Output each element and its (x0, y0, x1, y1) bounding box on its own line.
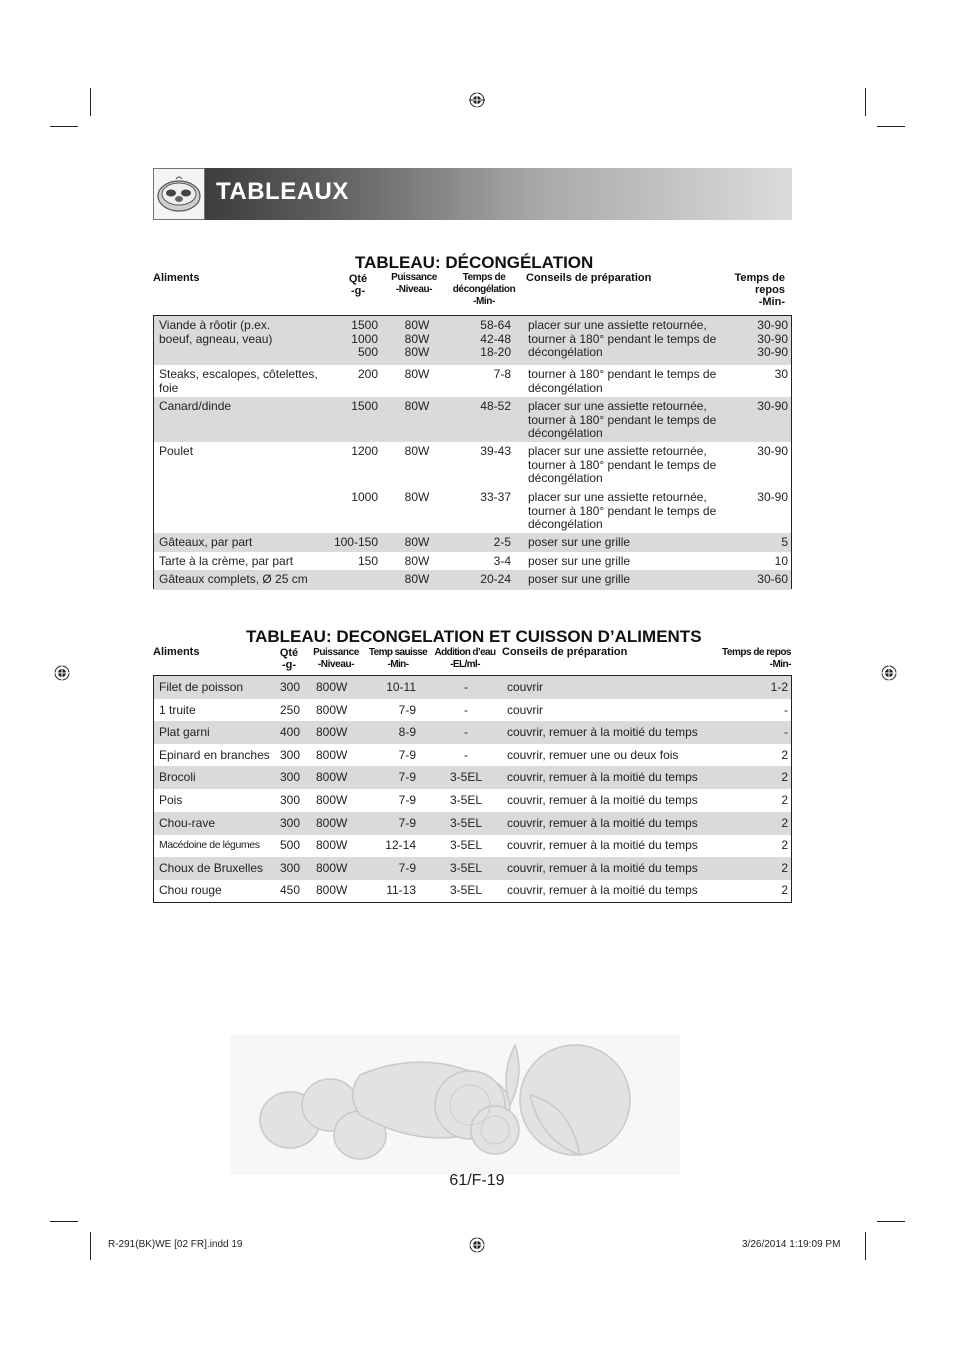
table2 (153, 675, 792, 903)
cell-puissance: 80W (404, 367, 430, 381)
cell-qte: 200 (357, 367, 378, 381)
table-row (154, 744, 791, 767)
vegetables-illustration (230, 1025, 680, 1175)
crop-mark (877, 126, 905, 127)
footer-file: R-291(BK)WE [02 FR].indd 19 (108, 1239, 243, 1250)
cell-aliment: Chou rouge (159, 883, 222, 897)
cell-puissance: 800W (316, 816, 348, 830)
cell-conseils: couvrir (507, 703, 544, 717)
table-row (154, 721, 791, 744)
cell-repos: 2 (781, 770, 788, 784)
cell-repos: 2 (781, 883, 788, 897)
cell-puissance: 800W (316, 725, 348, 739)
table-row (154, 789, 791, 812)
cell-repos: 1-2 (770, 680, 788, 694)
cell-puissance: 800W (316, 703, 348, 717)
cell-qte: 1500 (351, 399, 378, 413)
crop-mark (50, 126, 78, 127)
cell-conseils: couvrir, remuer à la moitié du temps (507, 770, 698, 784)
registration-mark-icon (54, 665, 70, 681)
cell-aliment: Pois (159, 793, 183, 807)
cell-puissance: 80W (404, 399, 430, 413)
cell-conseils: placer sur une assiette retournée, tourner à 180° pendant le temps de décongélation (528, 399, 717, 440)
cell-puissance: 800W (316, 680, 348, 694)
cell-repos: 2 (781, 816, 788, 830)
cell-conseils: placer sur une assiette retournée, tourner à 180° pendant le temps de décongélation (528, 490, 717, 531)
cell-addition: - (464, 748, 468, 762)
cell-qte: 300 (279, 748, 300, 762)
cell-temps: 8-9 (398, 725, 416, 739)
table2-header-puissance: Puissance -Niveau- (313, 647, 359, 670)
cell-qte: 250 (279, 703, 300, 717)
cell-aliment: Filet de poisson (159, 680, 244, 694)
cell-qte: 300 (279, 816, 300, 830)
cell-qte: 300 (279, 861, 300, 875)
cell-addition: 3-5EL (449, 793, 483, 807)
cell-repos: 30 (774, 367, 788, 381)
crop-mark (90, 88, 91, 116)
cell-aliment: Steaks, escalopes, côtelettes, foie (159, 367, 318, 395)
cell-puissance: 800W (316, 748, 348, 762)
cell-repos: 2 (781, 861, 788, 875)
cell-aliment: Macédoine de légumes (159, 839, 260, 851)
cell-temps: 7-9 (398, 748, 416, 762)
table-row (154, 570, 791, 590)
cell-temps: 7-9 (398, 770, 416, 784)
table1-header-puissance: Puissance -Niveau- (391, 272, 437, 295)
table-row (154, 857, 791, 880)
cell-repos: - (784, 725, 788, 739)
cell-conseils: tourner à 180° pendant le temps de décongélation (528, 367, 717, 395)
registration-mark-icon (469, 92, 485, 108)
table-row (154, 766, 791, 789)
cell-qte: 150 (357, 554, 378, 568)
cell-aliment: Chou-rave (159, 816, 216, 830)
cell-conseils: couvrir, remuer à la moitié du temps (507, 816, 698, 830)
cell-repos: 30-60 (757, 572, 788, 586)
registration-mark-icon (881, 665, 897, 681)
cell-puissance: 80W (404, 554, 430, 568)
cell-aliment: Gâteaux complets, Ø 25 cm (159, 572, 308, 586)
cell-aliment: Viande à rôotir (p.ex. boeuf, agneau, veau) (159, 318, 273, 346)
table2-header-aliments: Aliments (153, 646, 200, 658)
cell-conseils: couvrir, remuer à la moitié du temps (507, 725, 698, 739)
cell-puissance: 80W (404, 444, 430, 458)
cell-temps: 58-64 42-48 18-20 (480, 318, 511, 359)
crop-mark (877, 1221, 905, 1222)
cell-aliment: Plat garni (159, 725, 210, 739)
table-row (154, 879, 791, 902)
section-banner (153, 168, 792, 220)
cell-repos: 2 (781, 793, 788, 807)
table2-title: TABLEAU: DECONGELATION ET CUISSON D’ALIMENTS (246, 627, 702, 646)
cell-aliment: Brocoli (159, 770, 196, 784)
cell-repos: 30-90 (757, 399, 788, 413)
cell-conseils: couvrir (507, 680, 544, 694)
cell-addition: 3-5EL (449, 883, 483, 897)
cell-qte: 500 (279, 838, 300, 852)
cell-temps: 11-13 (386, 883, 416, 897)
cell-aliment: 1 truite (159, 703, 196, 717)
cell-temps: 2-5 (493, 535, 511, 549)
cell-aliment: Canard/dinde (159, 399, 232, 413)
cell-temps: 33-37 (480, 490, 511, 504)
cell-conseils: couvrir, remuer à la moitié du temps (507, 883, 698, 897)
page-title: TABLEAUX (216, 178, 349, 205)
table1-header-repos: Temps de repos -Min- (734, 272, 785, 308)
cell-puissance: 800W (316, 883, 348, 897)
cell-addition: 3-5EL (449, 770, 483, 784)
cell-addition: 3-5EL (449, 861, 483, 875)
table2-header-repos: Temps de repos -Min- (722, 647, 791, 670)
footer-date: 3/26/2014 1:19:09 PM (742, 1239, 841, 1250)
cell-addition: 3-5EL (449, 838, 483, 852)
cell-conseils: couvrir, remuer une ou deux fois (507, 748, 679, 762)
cell-conseils: couvrir, remuer à la moitié du temps (507, 861, 698, 875)
cell-conseils: couvrir, remuer à la moitié du temps (507, 793, 698, 807)
cell-temps: 7-9 (398, 703, 416, 717)
cell-temps: 10-11 (386, 680, 416, 694)
cell-aliment: Gâteaux, par part (159, 535, 253, 549)
cell-conseils: placer sur une assiette retournée, tourner à 180° pendant le temps de décongélation (528, 318, 717, 359)
cell-puissance: 800W (316, 838, 348, 852)
table2-header-addition: Addition d’eau -EL/ml- (434, 647, 496, 670)
cell-puissance: 80W (404, 572, 430, 586)
cell-qte: 300 (279, 793, 300, 807)
table-row (154, 365, 791, 397)
page-number: 61/F-19 (449, 1172, 505, 1189)
cell-temps: 48-52 (480, 399, 511, 413)
table1 (153, 315, 792, 589)
cell-conseils: placer sur une assiette retournée, tourner à 180° pendant le temps de décongélation (528, 444, 717, 485)
cell-repos: 10 (774, 554, 788, 568)
cell-conseils: poser sur une grille (528, 554, 631, 568)
cell-temps: 7-9 (398, 793, 416, 807)
cell-repos: 30-90 (757, 444, 788, 458)
table1-header-conseils: Conseils de préparation (526, 272, 652, 284)
table-row (154, 316, 791, 365)
table-row (154, 488, 791, 533)
table2-header-conseils: Conseils de préparation (502, 646, 628, 658)
cell-aliment: Tarte à la crème, par part (159, 554, 294, 568)
cell-puissance: 800W (316, 861, 348, 875)
cell-repos: 30-90 (757, 490, 788, 504)
table-row (154, 442, 791, 488)
cell-aliment: Choux de Bruxelles (159, 861, 264, 875)
table1-header-temps: Temps de décongélation -Min- (452, 272, 516, 307)
cell-conseils: couvrir, remuer à la moitié du temps (507, 838, 698, 852)
table-row (154, 397, 791, 442)
cell-puissance: 800W (316, 793, 348, 807)
cell-qte: 1000 (351, 490, 378, 504)
crop-mark (865, 88, 866, 116)
cell-addition: - (464, 725, 468, 739)
table-row (154, 552, 791, 570)
table-row (154, 533, 791, 552)
cell-qte: 300 (279, 770, 300, 784)
plate-icon (153, 168, 205, 220)
table1-header-aliments: Aliments (153, 272, 200, 284)
cell-temps: 20-24 (480, 572, 511, 586)
cell-qte: 1200 (351, 444, 378, 458)
cell-aliment: Poulet (159, 444, 194, 458)
crop-mark (865, 1232, 866, 1260)
cell-repos: 2 (781, 748, 788, 762)
crop-mark (50, 1221, 78, 1222)
cell-puissance: 80W 80W 80W (404, 318, 430, 359)
cell-puissance: 800W (316, 770, 348, 784)
table-row (154, 834, 791, 857)
table2-header-qte: Qté -g- (279, 647, 299, 671)
cell-addition: - (464, 680, 468, 694)
cell-repos: 2 (781, 838, 788, 852)
registration-mark-icon (469, 1237, 485, 1253)
cell-addition: - (464, 703, 468, 717)
cell-qte: 400 (279, 725, 300, 739)
crop-mark (90, 1232, 91, 1260)
cell-qte: 100-150 (333, 535, 378, 549)
cell-qte: 300 (279, 680, 300, 694)
cell-qte: 1500 1000 500 (351, 318, 378, 359)
cell-qte: 450 (279, 883, 300, 897)
cell-puissance: 80W (404, 535, 430, 549)
cell-repos: 30-90 30-90 30-90 (757, 318, 788, 359)
cell-temps: 7-9 (398, 861, 416, 875)
cell-temps: 7-9 (398, 816, 416, 830)
table-row (154, 676, 791, 699)
table1-title: TABLEAU: DÉCONGÉLATION (355, 253, 594, 272)
table1-header-qte: Qté -g- (348, 273, 368, 297)
table-row (154, 812, 791, 835)
table-row (154, 699, 791, 722)
cell-temps: 7-8 (493, 367, 511, 381)
cell-aliment: Epinard en branches (159, 748, 270, 762)
cell-repos: - (784, 703, 788, 717)
cell-temps: 3-4 (493, 554, 511, 568)
table2-header-temps: Temp sauisse -Min- (368, 647, 428, 670)
cell-temps: 12-14 (385, 838, 416, 852)
cell-temps: 39-43 (480, 444, 511, 458)
cell-puissance: 80W (404, 490, 430, 504)
cell-repos: 5 (781, 535, 788, 549)
cell-conseils: poser sur une grille (528, 535, 631, 549)
cell-conseils: poser sur une grille (528, 572, 631, 586)
cell-addition: 3-5EL (449, 816, 483, 830)
